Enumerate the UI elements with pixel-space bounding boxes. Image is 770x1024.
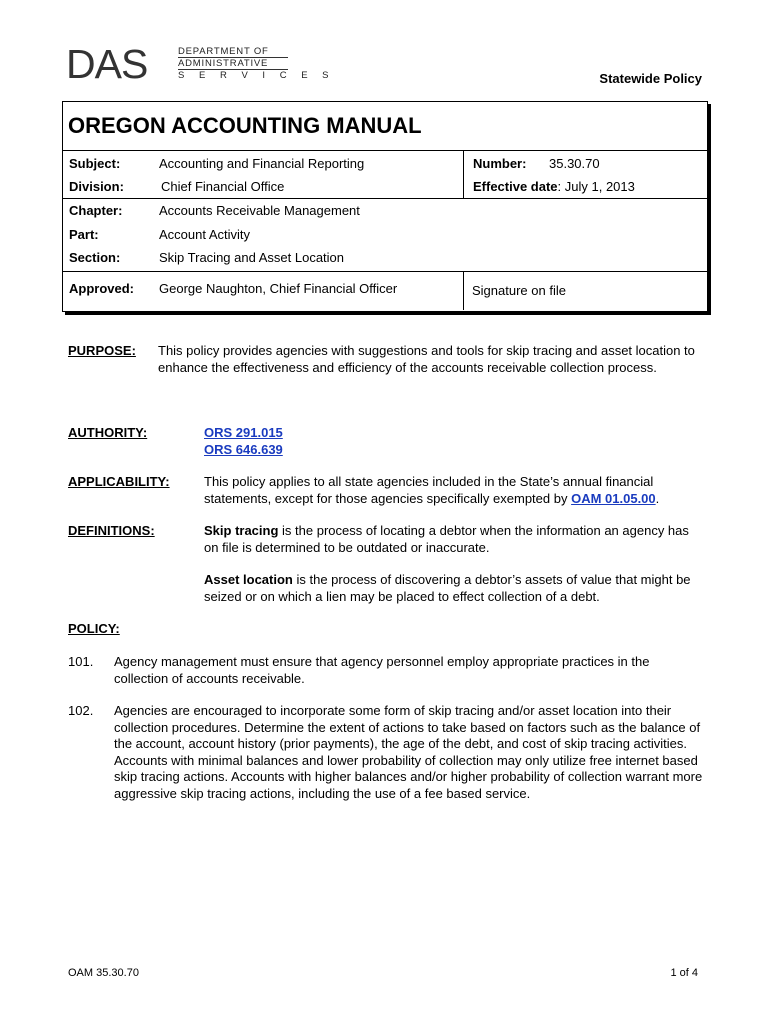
logo-line-services: S E R V I C E S (178, 70, 335, 81)
applicability-period: . (655, 490, 660, 506)
ors-646-639-link[interactable]: ORS 646.639 (204, 441, 283, 457)
section-label: Section: (69, 250, 121, 265)
subject-label: Subject: (69, 156, 121, 171)
oam-01-05-00-link[interactable]: OAM 01.05.00 (571, 490, 656, 506)
logo-line-administrative: ADMINISTRATIVE (178, 58, 269, 69)
policy-item-number: 101. (68, 654, 94, 669)
skip-tracing-term: Skip tracing (204, 523, 279, 538)
effective-date-value: : July 1, 2013 (557, 179, 635, 194)
header-column-divider (463, 271, 464, 310)
approved-value: George Naughton, Chief Financial Officer (159, 281, 398, 296)
das-logo-text (178, 46, 335, 81)
chapter-value: Accounts Receivable Management (159, 203, 360, 218)
applicability-heading: APPLICABILITY: (68, 474, 170, 489)
das-logo-mark: DAS (66, 41, 148, 87)
purpose-text: This policy provides agencies with suggestions and tools for skip tracing and asset location to enhance the effectiveness and efficiency of the accounts receivable collection process. (158, 343, 695, 375)
definitions-heading: DEFINITIONS: (68, 523, 155, 538)
part-label: Part: (69, 227, 99, 242)
authority-links (204, 425, 283, 458)
ors-291-015-link[interactable]: ORS 291.015 (204, 425, 283, 440)
policy-heading: POLICY: (68, 621, 120, 636)
policy-item-text: Agencies are encouraged to incorporate some form of skip tracing and/or asset location into their collection procedures. Determine the extent of actions to take based on factors such as the balance of the account, account history (prior payments), the age of the debt, and cost of skip tracing activities. Accounts with minimal balances and lower probability of collection may only utilize free internet based skip tracing actions. Accounts with higher balances and/or higher probability of collection warrant more aggressive skip tracing actions, including the use of a fee based service. (114, 703, 703, 801)
manual-title: OREGON ACCOUNTING MANUAL (68, 113, 422, 138)
asset-location-term: Asset location (204, 572, 293, 587)
part-value: Account Activity (159, 227, 251, 242)
purpose-heading: PURPOSE: (68, 343, 136, 358)
applicability-text (204, 474, 704, 507)
footer-page-number: 1 of 4 (670, 967, 698, 979)
effective-date (473, 179, 635, 194)
chapter-label: Chapter: (69, 203, 123, 218)
applicability-body: This policy applies to all state agencies included in the State’s annual financial statements, except for those agencies specifically exempted by (204, 474, 654, 506)
asset-location-definition: is the process of discovering a debtor’s assets of value that might be seized or on which a lien may be placed to effect collection of a debt. (204, 572, 691, 604)
definition-skip-tracing (204, 523, 704, 556)
header-divider (62, 271, 707, 272)
effective-date-label: Effective date (473, 179, 558, 194)
number-value: 35.30.70 (549, 156, 600, 171)
policy-item-text: Agency management must ensure that agency personnel employ appropriate practices in the collection of accounts receivable. (114, 654, 650, 686)
definition-asset-location (204, 572, 704, 605)
logo-line-department: DEPARTMENT OF (178, 46, 269, 57)
statewide-policy-label: Statewide Policy (599, 71, 702, 86)
policy-item-number: 102. (68, 703, 94, 718)
division-label: Division: (69, 179, 124, 194)
footer-document-id: OAM 35.30.70 (68, 967, 139, 979)
number-label: Number: (473, 156, 527, 171)
section-value: Skip Tracing and Asset Location (159, 250, 345, 265)
skip-tracing-definition: is the process of locating a debtor when the information an agency has on file is determined to be outdated or inaccurate. (204, 523, 689, 555)
header-divider (62, 198, 707, 199)
header-column-divider (463, 150, 464, 198)
authority-heading: AUTHORITY: (68, 425, 148, 440)
approved-label: Approved: (69, 281, 134, 296)
division-value: Chief Financial Office (161, 179, 285, 194)
subject-value: Accounting and Financial Reporting (159, 156, 365, 171)
signature-on-file: Signature on file (472, 283, 566, 298)
header-divider (62, 150, 707, 151)
